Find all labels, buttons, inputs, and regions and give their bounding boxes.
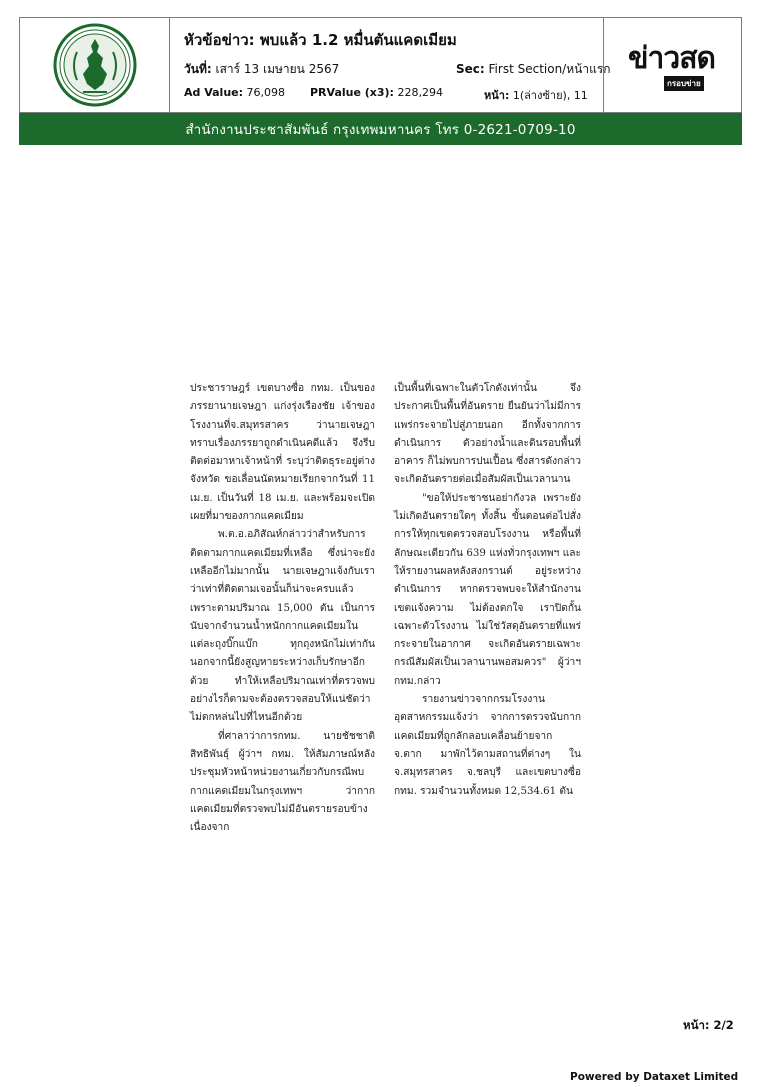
page-value: 1(ล่างซ้าย), 11 bbox=[512, 89, 588, 102]
date-label: วันที่: bbox=[184, 62, 212, 76]
bangkok-seal-icon bbox=[47, 22, 143, 108]
article-paragraph: "ขอให้ประชาชนอย่ากังวล เพราะยังไม่เกิดอันตรายใดๆ ทั้งสิ้น ขั้นตอนต่อไปสั่งการให้ทุกเขตตรวจสอบโรงงาน หรือพื้นที่ลักษณะเดียวกัน 639 แห่งทั่วกรุงเทพฯ และให้รายงานผลหลังสงกรานต์ อยู่ระหว่างดำเนินการ หากตรวจพบจะให้สำนักงานเขตแจ้งความ ไม่ต้องตกใจ เราปิดกั้นเฉพาะตัวโรงงาน ไม่ใช่วัสดุอันตรายที่แพร่กระจายในอากาศ จะเกิดอันตรายเฉพาะกรณีสัมผัสเป็นเวลานานพอสมควร" ผู้ว่าฯ กทม.กล่าว bbox=[394, 492, 581, 687]
page-label: หน้า: bbox=[484, 89, 510, 102]
pr-value-row bbox=[310, 86, 443, 99]
pr-value-label: PRValue (x3): bbox=[310, 86, 394, 99]
newspaper-brand bbox=[603, 18, 741, 112]
clipping-header bbox=[19, 17, 742, 113]
page-number: หน้า: 2/2 bbox=[683, 1018, 734, 1032]
ad-value-row bbox=[184, 86, 285, 99]
office-contact-bar: สำนักงานประชาสัมพันธ์ กรุงเทพมหานคร โทร 0-2621-0709-10 bbox=[19, 113, 742, 145]
section-value: First Section/หน้าแรก bbox=[488, 62, 611, 76]
headline-label: หัวข้อข่าว: bbox=[184, 31, 255, 49]
section-label: Sec: bbox=[456, 62, 485, 76]
date-value: เสาร์ 13 เมษายน 2567 bbox=[215, 62, 340, 76]
article-paragraph: เป็นพื้นที่เฉพาะในตัวโกดังเท่านั้น จึงประกาศเป็นพื้นที่อันตราย ยืนยันว่าไม่มีการแพร่กระจายไปสู่ภายนอก อีกทั้งจากการดำเนินการ ตัวอย่างน้ำและดินรอบพื้นที่อาคาร ก็ไม่พบการปนเปื้อน ซึ่งสารดังกล่าวจะเกิดอันตรายต่อเมื่อสัมผัสเป็นเวลานาน bbox=[394, 383, 581, 486]
article-left-column bbox=[190, 380, 375, 837]
ad-value-label: Ad Value: bbox=[184, 86, 244, 99]
clipping-info bbox=[184, 18, 614, 112]
article-paragraph: ที่ศาลาว่าการกทม. นายชัชชาติ สิทธิพันธุ์ ผู้ว่าฯ กทม. ให้สัมภาษณ์หลังประชุมหัวหน้าหน่วยงานเกี่ยวกับกรณีพบกากแคดเมียมในกรุงเทพฯ ว่ากากแคดเมียมที่ตรวจพบไม่มีอันตรายรอบข้าง เนื่องจาก bbox=[190, 730, 375, 834]
article-paragraph: ประชาราษฎร์ เขตบางซื่อ กทม. เป็นของภรรยานายเจษฎา แก่งรุ่งเรืองชัย เจ้าของโรงงานที่จ.สมุทรสาคร ว่านายเจษฎาทราบเรื่องภรรยาถูกดำเนินคดีแล้ว จึงรีบติดต่อมาหาเจ้าหน้าที่ ระบุว่าติดธุระอยู่ต่างจังหวัด ขอเลื่อนนัดหมายเรียกจากวันที่ 11 เม.ย. เป็นวันที่ 18 เม.ย. และพร้อมจะเปิดเผยที่มาของกากแคดเมียม bbox=[190, 383, 375, 523]
page-row bbox=[484, 86, 588, 104]
brand-logo: ข่าวสด bbox=[628, 41, 715, 76]
powered-by: Powered by Dataxet Limited bbox=[570, 1071, 739, 1083]
pr-value: 228,294 bbox=[397, 86, 443, 99]
brand-edition: กรอบข่าย bbox=[664, 76, 704, 91]
headline-text: พบแล้ว 1.2 หมื่นตันแคดเมียม bbox=[259, 31, 457, 49]
section-row bbox=[456, 60, 611, 79]
article-right-column bbox=[394, 380, 581, 801]
logo-cell bbox=[20, 18, 170, 112]
article-paragraph: พ.ต.อ.อภิสัณห์กล่าวว่าสำหรับการติดตามกากแคดเมียมที่เหลือ ซึ่งน่าจะยังเหลืออีกไม่มากนั้น นายเจษฎาแจ้งกับเราว่าเท่าที่ติดตามเจอนั้นก็น่าจะครบแล้ว เพราะตามปริมาณ 15,000 ตัน เป็นการนับจากจำนวนน้ำหนักกากแคดเมียมในแต่ละถุงบิ๊กแบ๊ก ทุกถุงหนักไม่เท่ากัน นอกจากนี้ยังสูญหายระหว่างเก็บรักษาอีกด้วย ทำให้เหลือปริมาณเท่าที่ตรวจพบ อย่างไรก็ตามจะต้องตรวจสอบให้แน่ชัดว่าไม่ตกหล่นไปที่ไหนอีกด้วย bbox=[190, 529, 375, 724]
ad-value: 76,098 bbox=[246, 86, 286, 99]
article-paragraph: รายงานข่าวจากกรมโรงงานอุตสาหกรรมแจ้งว่า จากการตรวจนับกากแคดเมียมที่ถูกลักลอบเคลื่อนย้ายจาก จ.ตาก มาพักไว้ตามสถานที่ต่างๆ ใน จ.สมุทรสาคร จ.ชลบุรี และเขตบางซื่อ กทม. รวมจำนวนทั้งหมด 12,534.61 ตัน bbox=[394, 694, 581, 797]
headline bbox=[184, 28, 457, 52]
date-row bbox=[184, 60, 339, 79]
